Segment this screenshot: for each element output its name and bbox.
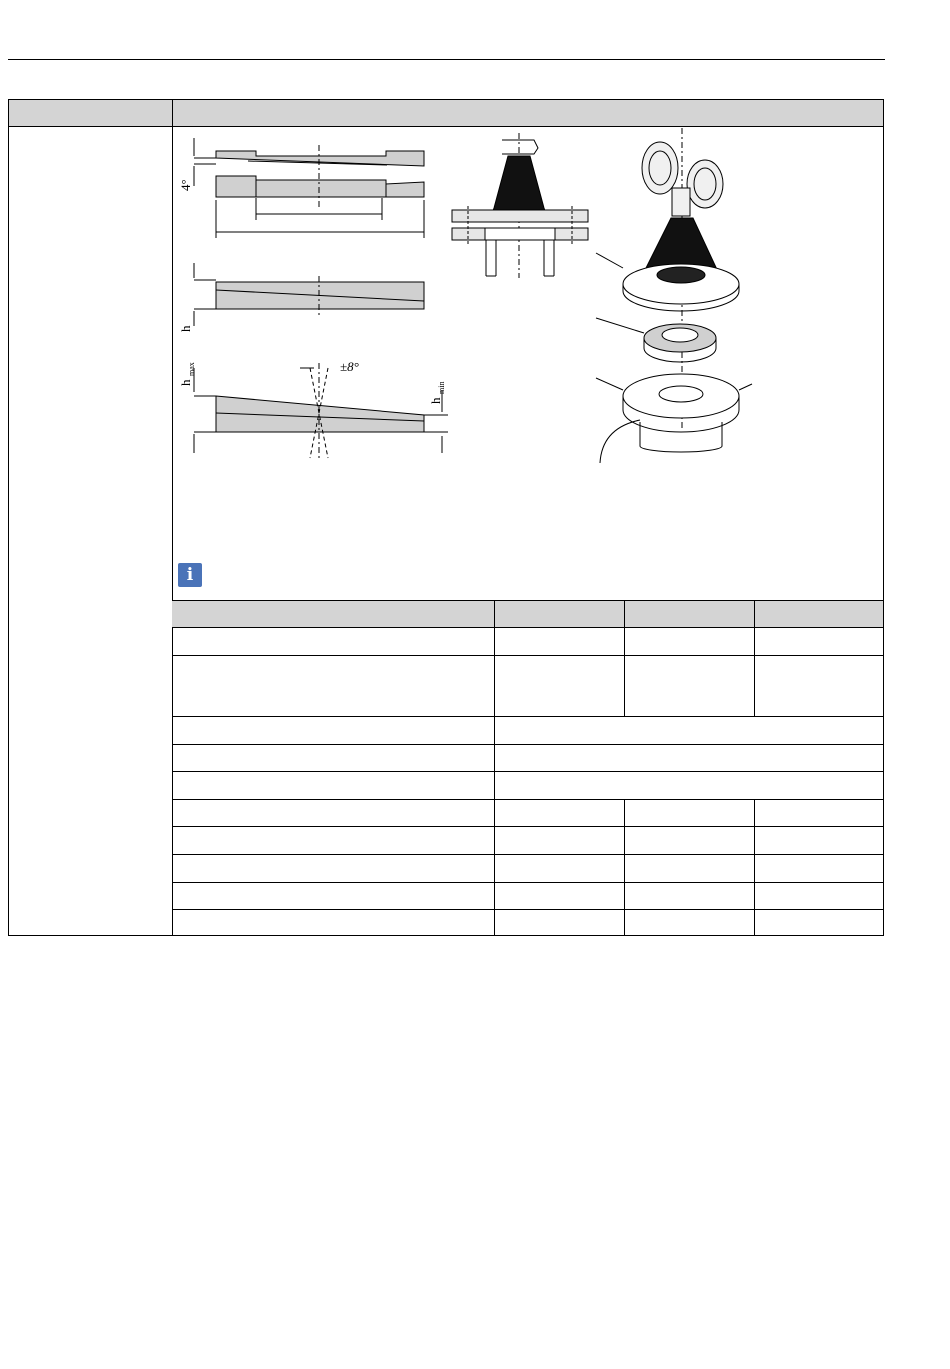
spec-table-header-row [9, 100, 883, 127]
seal-side-view [194, 263, 424, 326]
hmin-sub-label: min [437, 381, 446, 394]
h-label: h [178, 325, 193, 332]
angle-8-label: ±8° [340, 359, 359, 374]
angle-4-label: 4° [178, 179, 193, 191]
hmin-label: h [428, 397, 443, 404]
dimensions-table-header [172, 600, 884, 627]
info-icon-glyph: i [186, 565, 194, 585]
page-header-rule [8, 59, 885, 60]
sensor-exploded-view [596, 128, 752, 463]
hmax-label: h [178, 379, 193, 386]
dimensions-table [172, 600, 884, 936]
hmax-sub-label: max [187, 362, 196, 376]
info-icon [178, 563, 202, 587]
seal-tilted-view [194, 363, 448, 458]
alignment-device-drawing [172, 128, 884, 473]
seal-top-view [194, 138, 424, 238]
sensor-nozzle-section [452, 133, 588, 278]
